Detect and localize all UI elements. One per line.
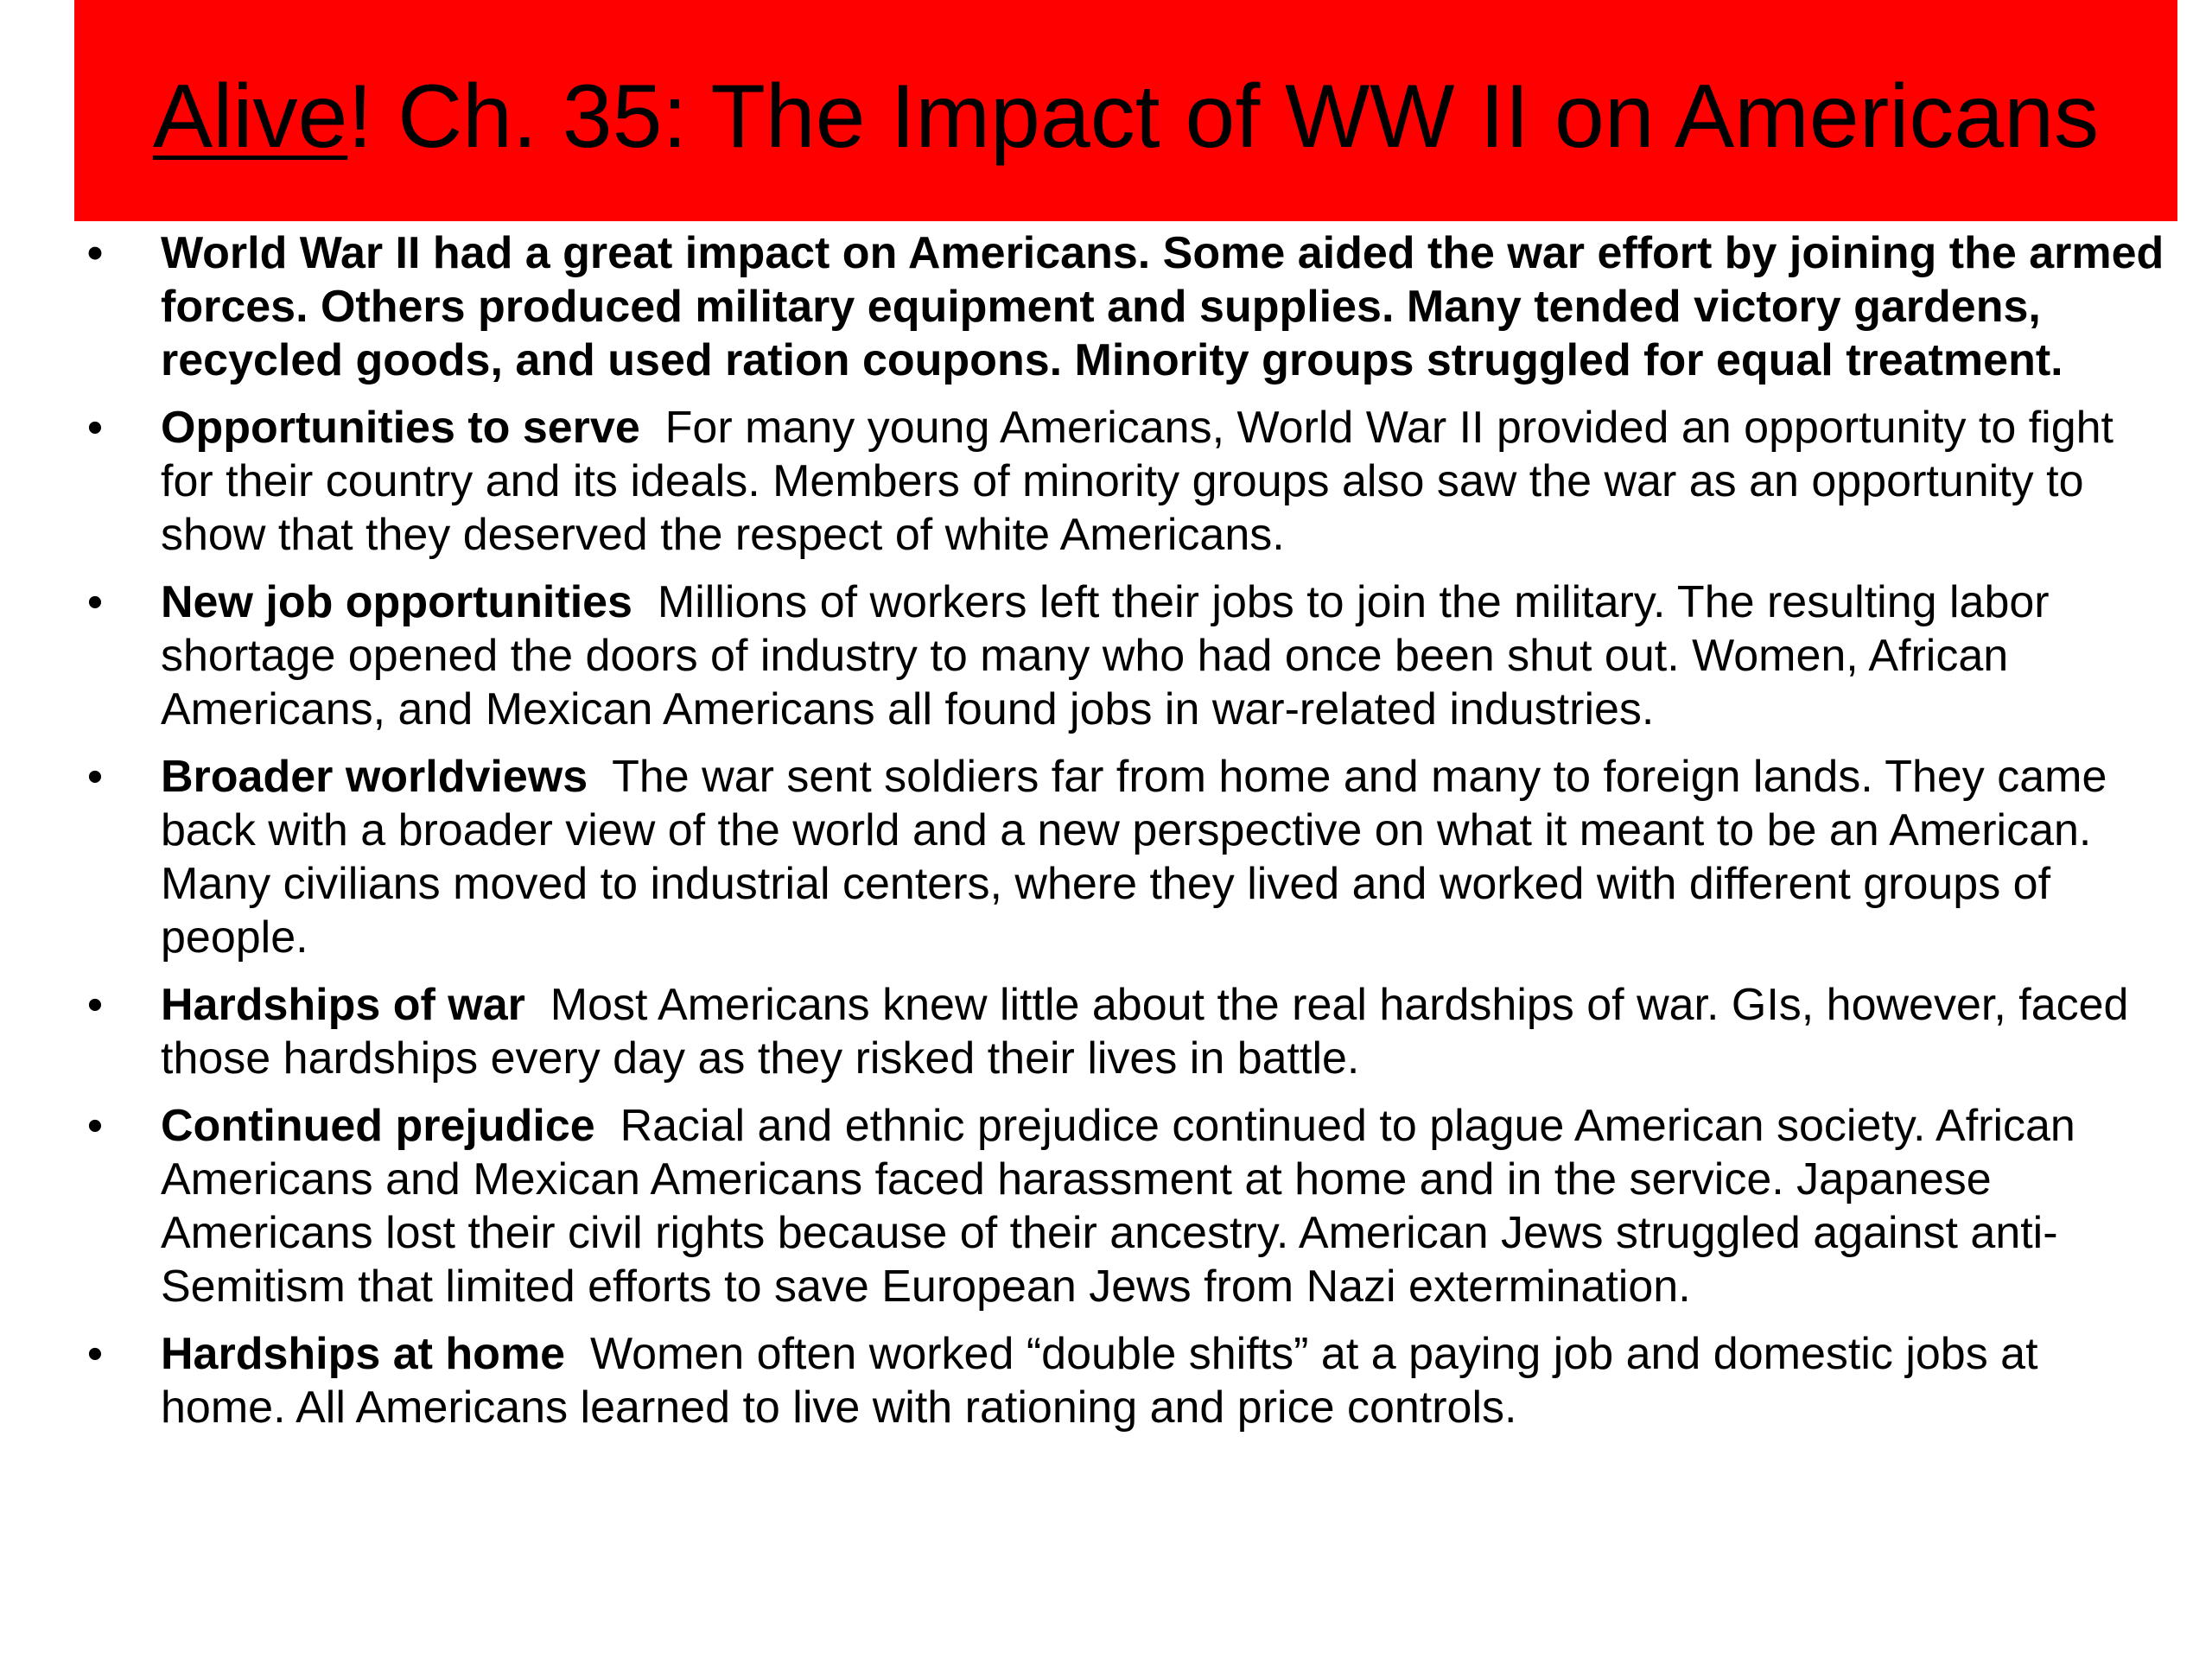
title-rest: ! Ch. 35: The Impact of WW II on Americans — [347, 67, 2100, 167]
bullet-new-job-opportunities — [86, 575, 2174, 736]
bullet-continued-prejudice — [86, 1099, 2174, 1313]
bullet-text: For many young Americans, World War II provided an opportunity to fight for their country and its ideals. Members of minority groups also saw the war as an opportunity to show that they deserved the respect of white Americans. — [161, 403, 2126, 560]
bullet-summary — [86, 226, 2174, 387]
bullet-heading: Opportunities to serve — [161, 403, 640, 453]
bullet-heading: Broader worldviews — [161, 752, 588, 802]
bullet-hardships-at-home — [86, 1327, 2174, 1434]
bullet-hardships-of-war — [86, 978, 2174, 1085]
bullet-icon: • — [86, 752, 104, 802]
slide-title — [152, 67, 2100, 167]
bullet-icon: • — [86, 228, 104, 278]
title-book-name: Alive — [152, 67, 348, 167]
bullet-heading: Continued prejudice — [161, 1101, 595, 1151]
title-banner — [74, 0, 2177, 221]
bullet-text: World War II had a great impact on Americans. Some aided the war effort by joining the armed forces. Others produced military equipment and supplies. Many tended victory gardens, recycled goods, and used ration coupons. Minority groups struggled for equal treatment. — [161, 228, 2164, 385]
bullet-text: Most Americans knew little about the real hardships of war. GIs, however, faced those hardships every day as they risked their lives in battle. — [161, 980, 2141, 1084]
bullet-text: The war sent soldiers far from home and many to foreign lands. They came back with a broader view of the world and a new perspective on what it meant to be an American. Many civilians moved to industrial centers, where they lived and worked with different groups of people. — [161, 752, 2120, 963]
bullet-text: Millions of workers left their jobs to join the military. The resulting labor shortage opened the doors of industry to many who had once been shut out. Women, African Americans, and Mexican Americans all found jobs in war-related industries. — [161, 577, 2063, 734]
bullet-icon: • — [86, 980, 104, 1030]
bullet-text: Women often worked “double shifts” at a paying job and domestic jobs at home. All Americans learned to live with rationing and price controls. — [161, 1329, 2050, 1433]
bullet-text: Racial and ethnic prejudice continued to plague American society. African Americans and Mexican Americans faced harassment at home and in the service. Japanese Americans lost their civil rights because of their ancestry. American Jews struggled against anti-Semitism that limited efforts to save European Jews from Nazi extermination. — [161, 1101, 2086, 1312]
bullet-icon: • — [86, 403, 104, 453]
bullet-opportunities-to-serve — [86, 401, 2174, 562]
bullet-list — [86, 226, 2174, 1448]
bullet-broader-worldviews — [86, 750, 2174, 964]
bullet-heading: Hardships at home — [161, 1329, 566, 1379]
bullet-icon: • — [86, 1329, 104, 1379]
bullet-icon: • — [86, 1101, 104, 1151]
bullet-icon: • — [86, 577, 104, 627]
bullet-heading: New job opportunities — [161, 577, 632, 627]
bullet-heading: Hardships of war — [161, 980, 525, 1030]
